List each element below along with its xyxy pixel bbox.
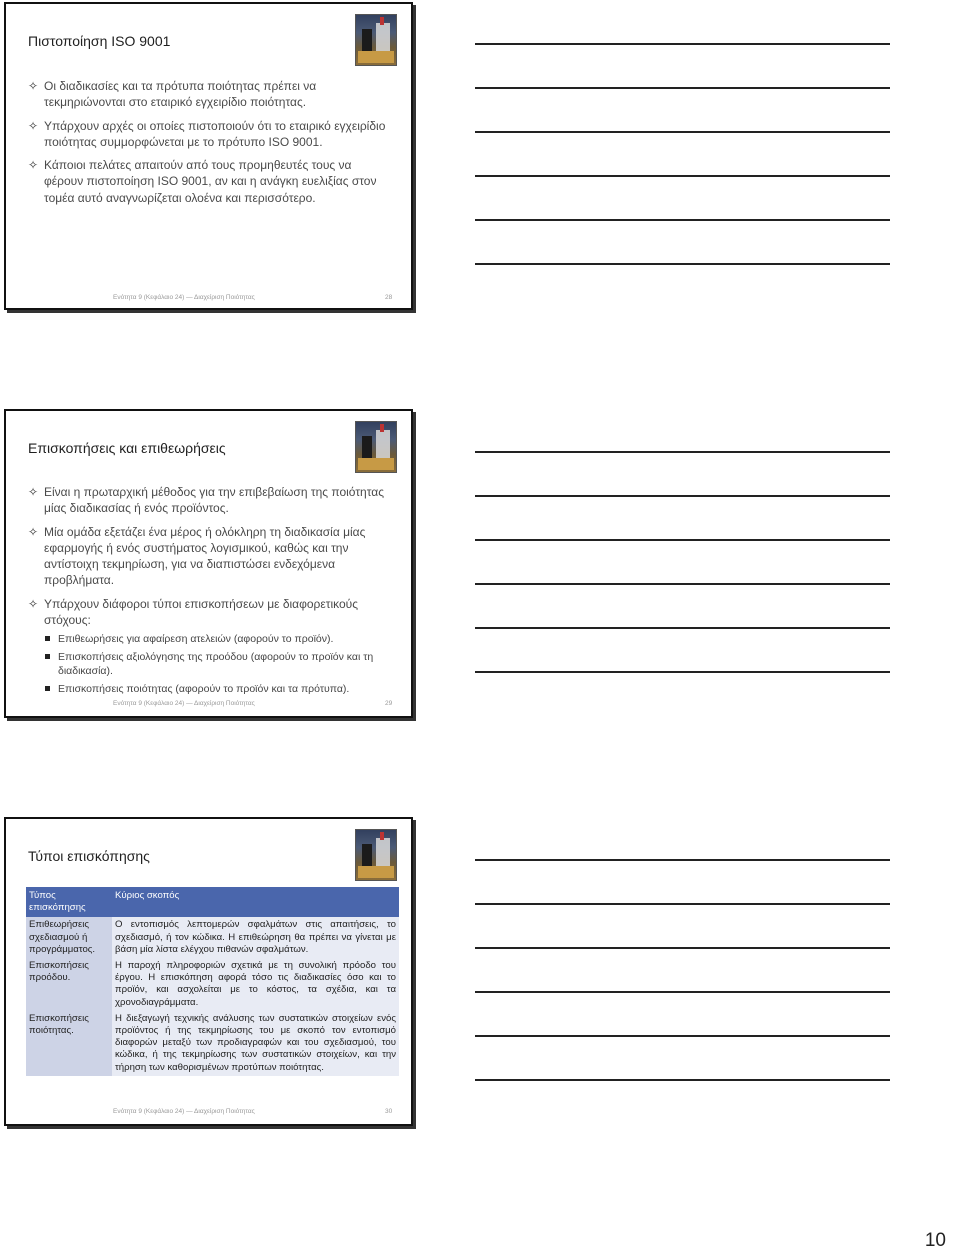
note-line: [475, 1079, 890, 1081]
slide-logo-image: [355, 829, 397, 881]
note-line: [475, 1035, 890, 1037]
list-item: ✧ Κάποιοι πελάτες απαιτούν από τους προμηθευτές τους να φέρουν πιστοποίηση ISO 9001, αν και η ανάγκη ευελιξίας στον τομέα αυτό αναγνωρίζεται ολοένα και περισσότερο.: [28, 158, 377, 205]
slide-logo-image: [355, 421, 397, 473]
table-row: [26, 917, 399, 958]
table-row: [26, 958, 399, 1011]
note-line: [475, 991, 890, 993]
note-line: [475, 903, 890, 905]
diamond-star-icon: ✧: [28, 485, 39, 499]
note-line: [475, 131, 890, 133]
slide-number: 29: [385, 700, 393, 707]
list-item: ✧ Μία ομάδα εξετάζει ένα μέρος ή ολόκληρη τη διαδικασία μίας εφαρμογής ή ενός συστήματος λογισμικού, καθώς και την αντίστοιχη τεκμηρίωση, για να διαπιστώσει ενδεχόμενα προβλήματα.: [28, 524, 366, 588]
note-line: [475, 947, 890, 949]
note-line: [475, 671, 890, 673]
table-cell: Ο εντοπισμός λεπτομερών σφαλμάτων στις απαιτήσεις, το σχεδιασμό, ή τον κώδικα. Η επιθεώρηση θα πρέπει να γίνεται με βάση μία λίστα ελέγχου πιθανών σφαλμάτων.: [112, 917, 399, 958]
slide-footer: Ενότητα 9 (Κεφάλαιο 24) — Διαχείριση Ποιότητας 30: [113, 1108, 393, 1115]
square-bullet-icon: [44, 682, 58, 692]
diamond-star-icon: ✧: [28, 118, 39, 133]
note-line: [475, 451, 890, 453]
table-row: [26, 1011, 399, 1076]
slide-title: Τύποι επισκόπησης: [28, 848, 150, 864]
square-bullet-icon: [44, 632, 58, 642]
slide-title: Επισκοπήσεις και επιθεωρήσεις: [28, 440, 226, 456]
bullet-list: [28, 484, 393, 707]
list-item: ✧ Οι διαδικασίες και τα πρότυπα ποιότητας πρέπει να τεκμηριώνονται στο εταιρικό εγχειρίδιο ποιότητας.: [28, 79, 317, 110]
slide-title: Πιστοποίηση ISO 9001: [28, 33, 171, 49]
page-number: 10: [924, 1230, 946, 1251]
square-bullet-icon: [44, 650, 58, 660]
column-header: Τύπος επισκόπησης: [26, 887, 112, 917]
list-item: Επιθεωρήσεις για αφαίρεση ατελειών (αφορούν το προϊόν).: [44, 632, 393, 646]
note-line: [475, 583, 890, 585]
note-line: [475, 43, 890, 45]
list-item: ✧ Υπάρχουν διάφοροι τύποι επισκοπήσεων με διαφορετικούς στόχους: Επιθεωρήσεις για αφαίρεση ατελειών (αφορούν το προϊόν). Επισκοπήσεις αξιολόγησης της προόδου (αφορούν το προϊόν και τη διαδικασία). Επισκοπήσεις ποιότητας (αφορούν το προϊόν και τα πρότυπα).: [28, 596, 393, 701]
table-cell: Η διεξαγωγή τεχνικής ανάλυσης των συστατικών στοιχείων ενός προϊόντος ή της τεκμηρίωσης του με σκοπό τον εντοπισμό διαφορών μεταξύ των προδιαγραφών και του σχεδιασμού, του κώδικα, ή της τεκμηρίωσης των συστατικών στοιχείων, και την τήρηση των καθορισμένων προτύπων ποιότητας.: [112, 1011, 399, 1076]
table-cell: Επισκοπήσεις ποιότητας.: [26, 1011, 112, 1076]
bullet-list: [28, 78, 393, 213]
slide-footer: Ενότητα 9 (Κεφάλαιο 24) — Διαχείριση Ποιότητας 29: [113, 700, 393, 707]
sub-bullet-list: [44, 632, 393, 696]
note-line: [475, 627, 890, 629]
list-item: ✧ Είναι η πρωταρχική μέθοδος για την επιβεβαίωση της ποιότητας μίας διαδικασίας ή ενός προϊόντος.: [28, 485, 385, 516]
diamond-star-icon: ✧: [28, 524, 39, 539]
note-line: [475, 859, 890, 861]
slide-footer: Ενότητα 9 (Κεφάλαιο 24) — Διαχείριση Ποιότητας 28: [113, 294, 393, 301]
slide-29: [4, 409, 413, 718]
diamond-star-icon: ✧: [28, 596, 39, 611]
note-line: [475, 263, 890, 265]
review-types-table: [26, 887, 399, 1076]
list-item: Επισκοπήσεις ποιότητας (αφορούν το προϊόν και τα πρότυπα).: [44, 682, 393, 696]
table-cell: Η παροχή πληροφοριών σχετικά με τη συνολική πρόοδο του έργου. Η επισκόπηση αφορά τόσο τις διαδικασίες όσο και το προϊόν, και ασχολείται με το κόστος, τα σχέδια, και τα χρονοδιαγράμματα.: [112, 958, 399, 1011]
slide-logo-image: [355, 14, 397, 66]
column-header: Κύριος σκοπός: [112, 887, 399, 917]
slide-30: [4, 817, 413, 1126]
note-line: [475, 495, 890, 497]
note-line: [475, 87, 890, 89]
list-item: Επισκοπήσεις αξιολόγησης της προόδου (αφορούν το προϊόν και τη διαδικασία).: [44, 650, 393, 678]
note-line: [475, 539, 890, 541]
table-cell: Επιθεωρήσεις σχεδιασμού ή προγράμματος.: [26, 917, 112, 958]
table-cell: Επισκοπήσεις προόδου.: [26, 958, 112, 1011]
note-line: [475, 219, 890, 221]
note-line: [475, 175, 890, 177]
diamond-star-icon: ✧: [28, 79, 39, 93]
slide-28: [4, 2, 413, 310]
list-item: ✧ Υπάρχουν αρχές οι οποίες πιστοποιούν ότι το εταιρικό εγχειρίδιο ποιότητας συμμορφώνεται με το πρότυπο ISO 9001.: [28, 118, 386, 149]
diamond-star-icon: ✧: [28, 158, 39, 173]
table-header-row: [26, 887, 399, 917]
slide-number: 28: [385, 294, 393, 301]
slide-number: 30: [385, 1108, 393, 1115]
